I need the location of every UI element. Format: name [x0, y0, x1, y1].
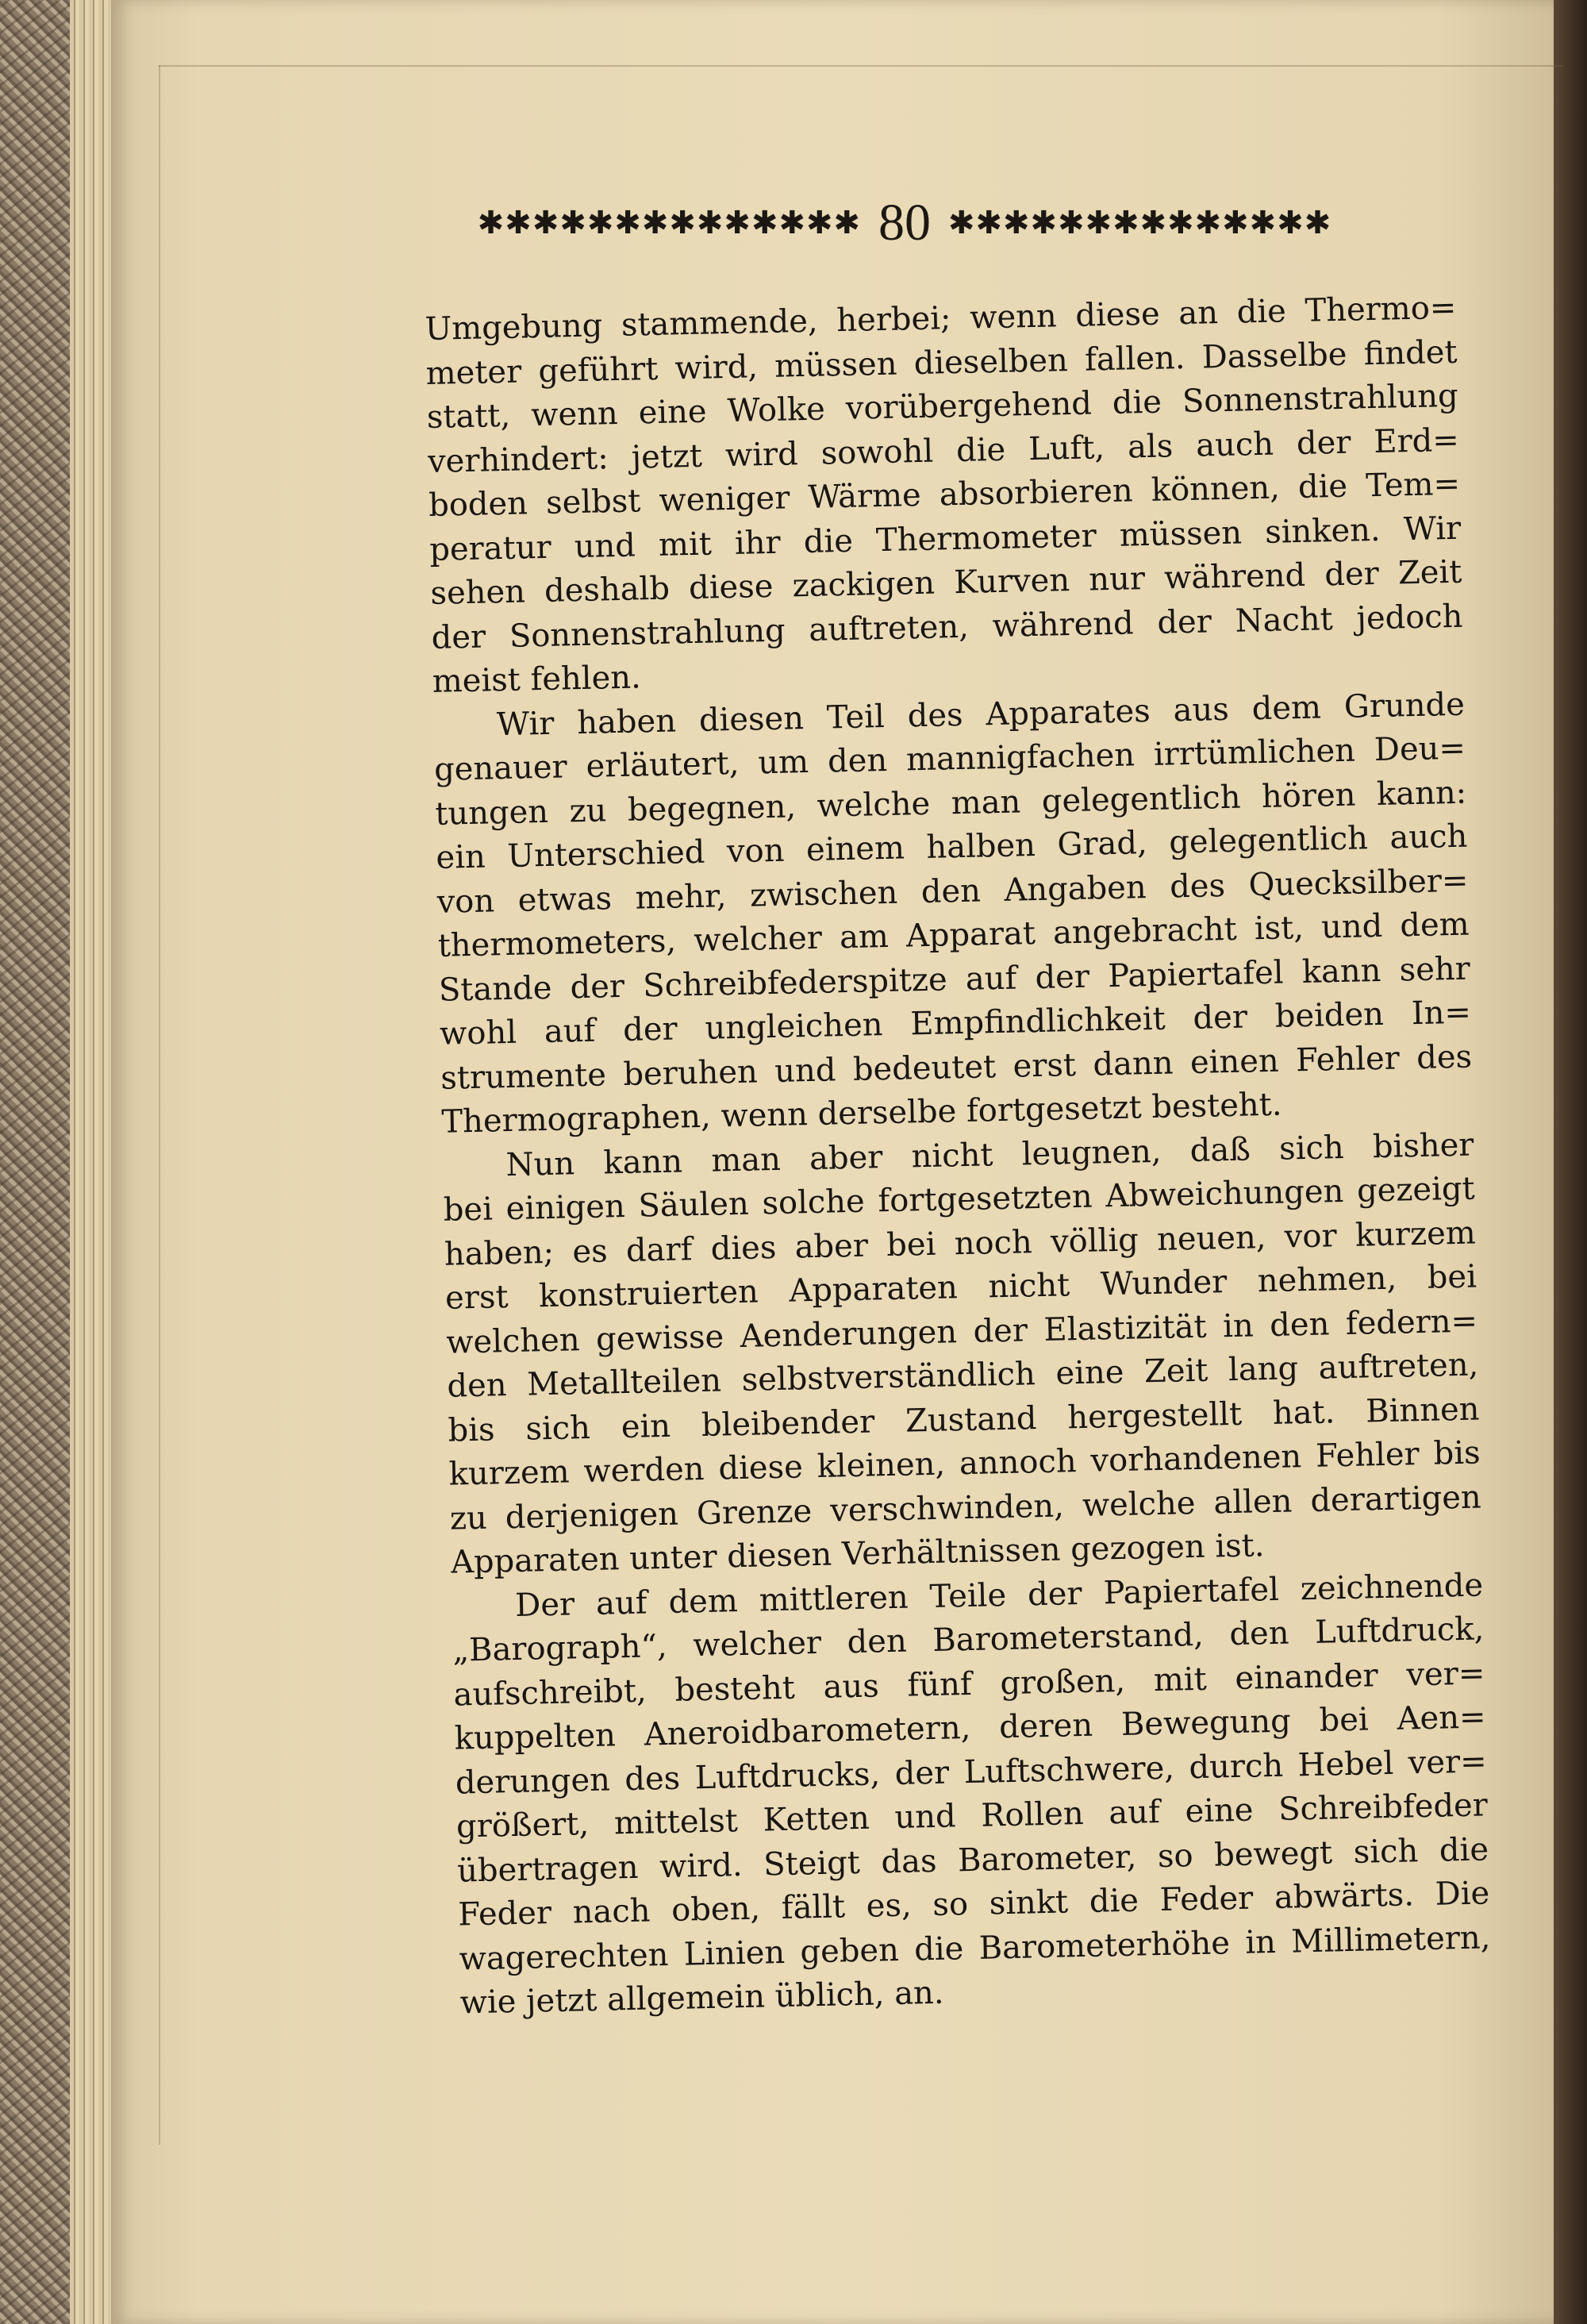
page-number: 80: [878, 194, 931, 252]
text-line: Umgebung stammende, herbei; wenn diese an die Thermo=: [425, 289, 1457, 348]
text-line: „Barograph“, welcher den Barometerstand, den Luftdruck,: [452, 1610, 1485, 1669]
text-line: wie jetzt allgemein üblich, an.: [459, 1974, 944, 2022]
text-line: boden selbst weniger Wärme absorbieren können, die Tem=: [428, 465, 1461, 524]
text-line: statt, wenn eine Wolke vorübergehend die Sonnenstrahlung: [426, 377, 1459, 436]
text-line: thermometers, welcher am Apparat angebracht ist, und dem: [437, 906, 1470, 964]
page-edges: [70, 0, 117, 2324]
text-line: Thermographen, wenn derselbe fortgesetzt besteht.: [441, 1086, 1282, 1141]
text-line: größert, mittelst Ketten und Rollen auf eine Schreibfeder: [455, 1787, 1489, 1845]
text-line: zu derjenigen Grenze verschwinden, welche allen derartigen: [449, 1478, 1482, 1537]
text-line: kuppelten Aneroidbarometern, deren Bewegung bei Aen=: [454, 1699, 1486, 1757]
text-line: peratur und mit ihr die Thermometer müssen sinken. Wir: [428, 510, 1462, 568]
text-line: Der auf dem mittleren Teile der Papiertafel zeichnende: [514, 1566, 1484, 1624]
text-line: ein Unterschied von einem halben Grad, gelegentlich auch: [436, 818, 1468, 876]
text-line: aufschreibt, besteht aus fünf großen, mit einander ver=: [453, 1654, 1485, 1714]
text-line: Apparaten unter diesen Verhältnissen gezogen ist.: [450, 1527, 1265, 1581]
text-line: den Metallteilen selbstverständlich eine Zeit lang auftreten,: [446, 1346, 1479, 1405]
text-line: von etwas mehr, zwischen den Angaben des Quecksilber=: [436, 862, 1469, 921]
text-line: kurzem werden diese kleinen, annoch vorhandenen Fehler bis: [448, 1434, 1481, 1493]
text-line: verhindert: jetzt wird sowohl die Luft, als auch der Erd=: [427, 421, 1460, 480]
text-line: meist fehlen.: [432, 659, 642, 700]
text-line: strumente beruhen und bedeutet erst dann einen Fehler des: [440, 1038, 1473, 1097]
text-line: der Sonnenstrahlung auftreten, während der Nacht jedoch: [431, 598, 1463, 656]
text-line: Wir haben diesen Teil des Apparates aus dem Grunde: [496, 686, 1466, 743]
text-line: genauer erläutert, um den mannigfachen irrtümlichen Deu=: [433, 729, 1466, 788]
text-line: wohl auf der ungleichen Empfindlichkeit der beiden In=: [439, 994, 1472, 1052]
text-line: derungen des Luftdrucks, der Luftschwere, durch Hebel ver=: [455, 1742, 1488, 1802]
book-binding: [0, 0, 72, 2324]
text-line: sehen deshalb diese zackigen Kurven nur während der Zeit: [430, 553, 1462, 612]
text-line: Feder nach oben, fällt es, so sinkt die Feder abwärts. Die: [457, 1875, 1490, 1933]
text-line: Nun kann man aber nicht leugnen, daß sich bisher: [505, 1126, 1474, 1183]
text-line: welchen gewisse Aenderungen der Elastizität in den federn=: [445, 1302, 1478, 1361]
book-cover-edge: [1554, 0, 1587, 2324]
plate-border-left: [159, 65, 160, 2145]
header-ornament-left: ✱✱✱✱✱✱✱✱✱✱✱✱✱✱: [477, 205, 861, 241]
text-line: meter geführt wird, müssen dieselben fallen. Dasselbe findet: [425, 333, 1458, 392]
text-line: tungen zu begegnen, welche man gelegentlich hören kann:: [434, 774, 1467, 833]
text-line: bei einigen Säulen solche fortgesetzten Abweichungen gezeigt: [443, 1170, 1476, 1229]
text-line: wagerechten Linien geben die Barometerhöhe in Millimetern,: [459, 1918, 1491, 1978]
page-header: [373, 194, 1436, 252]
text-line: erst konstruierten Apparaten nicht Wunder nehmen, bei: [444, 1258, 1477, 1317]
text-line: haben; es darf dies aber bei noch völlig neuen, vor kurzem: [444, 1214, 1477, 1273]
plate-border-top: [159, 65, 1563, 67]
header-ornament-right: ✱✱✱✱✱✱✱✱✱✱✱✱✱✱: [948, 205, 1332, 241]
text-line: Stande der Schreibfederspitze auf der Papiertafel kann sehr: [438, 950, 1471, 1009]
text-line: bis sich ein bleibender Zustand hergestellt hat. Binnen: [448, 1390, 1480, 1449]
text-line: übertragen wird. Steigt das Barometer, so bewegt sich die: [456, 1830, 1489, 1890]
body-text: [425, 287, 1492, 2026]
